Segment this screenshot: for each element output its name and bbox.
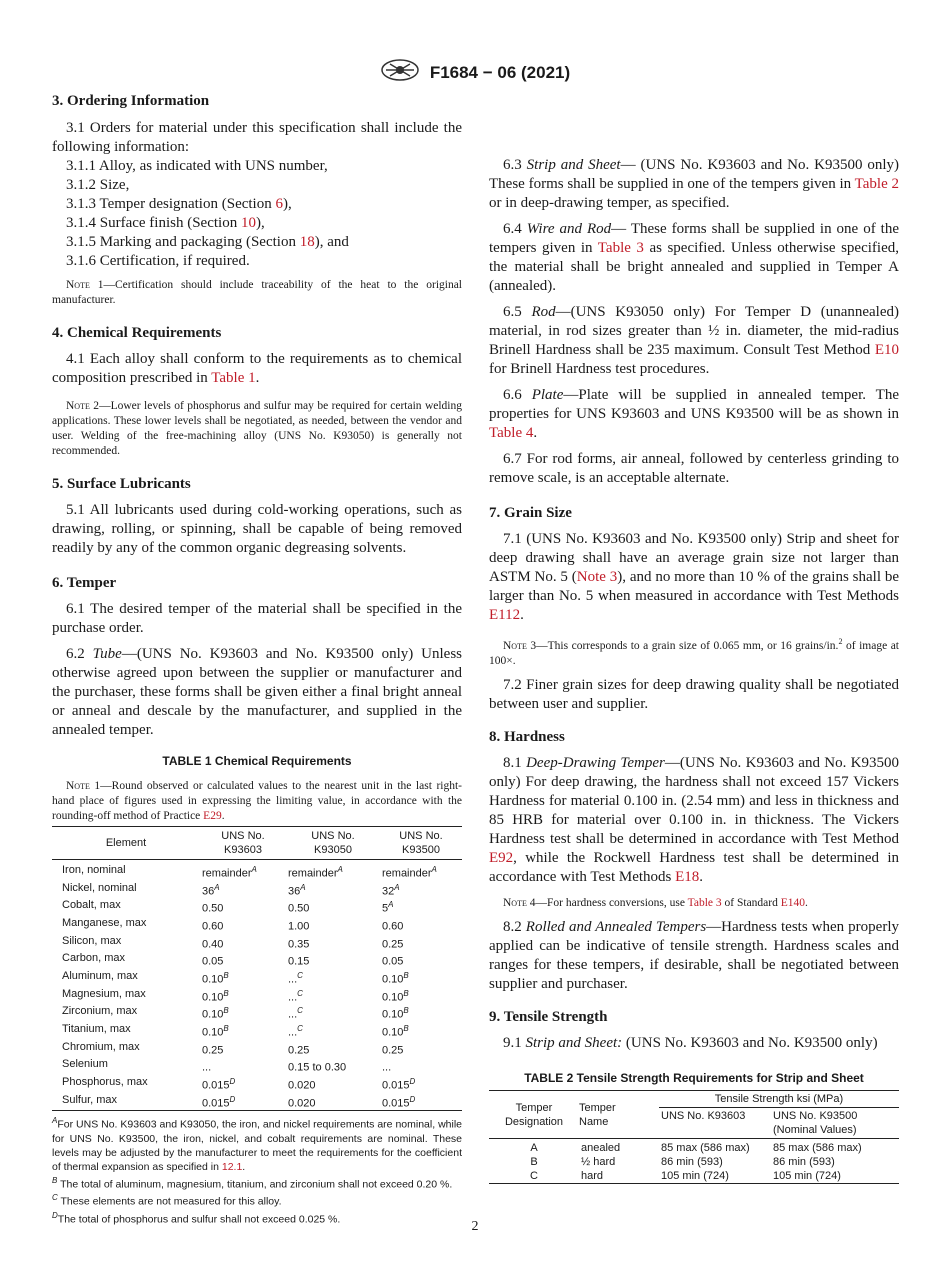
t1-cell: 0.60 (202, 920, 224, 933)
t1-cell: remainder$^A$ (382, 865, 437, 880)
t2-cell: 105 min (724) (661, 1170, 729, 1182)
table1-footnote: $^C$ These elements are not measured for this alloy. (52, 1193, 282, 1208)
t2-group-header: Tensile Strength ksi (MPa) (659, 1091, 899, 1108)
table-row (52, 1093, 462, 1111)
table-row (52, 934, 462, 952)
t2-cell: 85 max (586 max) (661, 1142, 750, 1154)
page-number: 2 (471, 1219, 479, 1234)
table-row (52, 881, 462, 899)
t2-cell: anealed (581, 1142, 621, 1154)
table-row (52, 951, 462, 969)
t1-col-header: UNS No. K93050 (311, 830, 355, 856)
table-row (52, 1057, 462, 1075)
t1-cell: 0.15 to 0.30 (288, 1061, 347, 1074)
t1-element: Nickel, nominal (62, 881, 137, 894)
t2-col-header: UNS No. K93500 (Nominal Values) (773, 1110, 858, 1136)
s8-p1: 8.1 Deep-Drawing Temper—(UNS No. K93603 and No. K93500 only) For deep drawing, the hardness shall not exceed 157 Vickers Hardness for material 0.100 in. (2.54 mm) and less in thickness and 85 HRB for material over 0.100 in. in thickness. The Vickers Hardness test shall be determined in accordance with Test Method E92, while the Rockwell Hardness test shall be determined in accordance with Test Methods E18. (489, 754, 900, 885)
t2-cell: B (530, 1156, 538, 1168)
t1-cell: $36^A$ (288, 882, 306, 898)
page-header (0, 58, 950, 87)
t1-cell: ...$^C$ (288, 988, 303, 1004)
t2-cell: 105 min (724) (773, 1170, 841, 1182)
t1-cell: $0.10^B$ (382, 1023, 409, 1039)
t2-cell: A (530, 1142, 538, 1154)
t1-element: Iron, nominal (62, 864, 126, 876)
t1-cell: 0.50 (202, 902, 224, 915)
t1-cell: 0.25 (382, 938, 404, 951)
t2-cell: 86 min (593) (773, 1156, 835, 1168)
s4-p1: 4.1 Each alloy shall conform to the requirements as to chemical composition prescribed in Table 1. (52, 351, 462, 386)
table2-caption: TABLE 2 Tensile Strength Requirements for Strip and Sheet (524, 1071, 864, 1085)
s7-heading: 7. Grain Size (489, 505, 572, 521)
t2-cell: 86 min (593) (661, 1156, 723, 1168)
s3-item: 3.1.1 Alloy, as indicated with UNS number, (66, 158, 328, 174)
t1-cell: $0.015^D$ (202, 1094, 236, 1110)
t1-cell: 0.05 (202, 955, 224, 968)
right-column (489, 92, 900, 1182)
t1-cell: 0.25 (382, 1044, 404, 1057)
t1-cell: $0.015^D$ (202, 1076, 236, 1092)
t1-cell: 0.25 (288, 1044, 310, 1057)
t2-cell: ½ hard (581, 1156, 616, 1168)
s3-p1: 3.1 Orders for material under this specification shall include the following information: (52, 120, 462, 155)
t2-cell: C (530, 1170, 538, 1182)
t1-element: Magnesium, max (62, 987, 146, 1000)
s3-item: 3.1.2 Size, (66, 177, 130, 193)
t1-cell: 0.15 (288, 955, 310, 968)
s3-item: 3.1.6 Certification, if required. (66, 253, 250, 269)
table-row (489, 1169, 899, 1184)
s5-p1: 5.1 All lubricants used during cold-working operations, such as drawing, rolling, or spinning, shall be capable of being removed readily by any of the common organic degreasing solvents. (52, 502, 462, 556)
astm-logo-icon (380, 58, 420, 87)
table-row (52, 898, 462, 916)
s6-p2: 6.2 Tube—(UNS No. K93603 and No. K93500 only) Unless otherwise agreed upon between the supplier or manufacturer and the purchaser, these forms shall be given either a final bright anneal or anneal and descale by the manufacturer, and supplied in the annealed temper. (52, 646, 462, 738)
t1-element: Phosphorus, max (62, 1075, 148, 1088)
t1-cell: 0.020 (288, 1079, 316, 1092)
table-link[interactable]: Table 2 (854, 176, 899, 192)
t1-element: Manganese, max (62, 916, 147, 929)
t1-cell: ...$^C$ (288, 1023, 303, 1039)
table1-footnote: $^D$The total of phosphorus and sulfur shall not exceed 0.025 %. (52, 1210, 341, 1226)
s3-item: 3.1.4 Surface finish (Section 10), (66, 215, 265, 231)
t1-element: Chromium, max (62, 1040, 140, 1053)
test-method-link[interactable]: E10 (874, 342, 899, 358)
s3-note: Note 1—Certification should include traceability of the heat to the original manufacturer. (52, 279, 463, 306)
t1-cell: $0.10^B$ (202, 1006, 229, 1021)
s9-heading: 9. Tensile Strength (489, 1008, 608, 1025)
s6-p6: 6.6 Plate—Plate will be supplied in annealed temper. The properties for UNS K93603 and UNS K93500 will be as shown in Table 4. (489, 387, 899, 441)
designation: F1684 − 06 (2021) (429, 62, 571, 82)
practice-link[interactable]: E29 (203, 810, 222, 822)
table1-note: Note 1—Round observed or calculated values to the nearest unit in the last right-hand place of figures used in expressing the limiting value, in accordance with the rounding-off method of Practice E29. (52, 780, 463, 822)
table2 (489, 1071, 899, 1184)
s3-heading: 3. Ordering Information (52, 93, 210, 109)
t1-cell: $0.015^D$ (382, 1076, 416, 1092)
table-row (489, 1155, 899, 1169)
t1-cell: $0.10^B$ (382, 988, 409, 1004)
test-method-link[interactable]: E18 (675, 868, 700, 885)
table-row (52, 1022, 462, 1040)
t1-cell: ...$^C$ (288, 1006, 303, 1021)
table-row (52, 987, 462, 1005)
table-row (52, 1075, 462, 1093)
section-link[interactable]: 12.1 (221, 1160, 243, 1173)
s6-p2-continuation (489, 92, 899, 149)
s6-heading: 6. Temper (52, 575, 117, 591)
s9-p1: 9.1 Strip and Sheet: (UNS No. K93603 and No. K93500 only) (503, 1034, 878, 1051)
t1-element: Carbon, max (62, 952, 125, 965)
table-row (52, 1040, 462, 1058)
t1-element: Zirconium, max (62, 1005, 138, 1018)
s8-heading: 8. Hardness (489, 728, 565, 745)
t2-col-header: UNS No. K93603 (661, 1110, 746, 1122)
t1-cell: 0.50 (288, 902, 310, 915)
table-link[interactable]: Table 3 (597, 240, 644, 256)
t2-col-header: Temper Designation (489, 1091, 579, 1139)
t1-cell: $32^A$ (382, 882, 400, 898)
t1-cell: $5^A$ (382, 900, 394, 915)
s7-p2: 7.2 Finer grain sizes for deep drawing quality shall be negotiated between user and supplier. (489, 676, 899, 712)
t2-cell: hard (581, 1170, 604, 1182)
t1-cell: 0.40 (202, 938, 224, 951)
table1-footnote: $^B$ The total of aluminum, magnesium, titanium, and zirconium shall not exceed 0.20 %. (52, 1175, 453, 1191)
s6-p3: 6.3 Strip and Sheet— (UNS No. K93603 and No. K93500 only) These forms shall be supplied in one of the tempers given in Table 2 or in deep-drawing temper, as specified. (489, 157, 900, 211)
table-link[interactable]: Table 3 (687, 896, 722, 909)
table1-footnote: $^A$For UNS No. K93603 and K93050, the iron, and nickel requirements are nominal, while for UNS No. K93500, the iron, nickel, and cobalt requirements are nominal. These levels may be adjusted by the manufacturer to meet the requirements for the coefficient of thermal expansion as specified in 12.1. (52, 1116, 462, 1173)
table1-caption: TABLE 1 Chemical Requirements (162, 754, 352, 768)
t1-element: Titanium, max (62, 1022, 131, 1035)
t1-cell: 0.60 (382, 920, 404, 933)
standard-link[interactable]: E140 (780, 896, 806, 909)
s6-p5: 6.5 Rod—(UNS K93050 only) For Temper D (unannealed) material, in rod sizes greater than ½ in. diameter, the mid-radius Brinell Hardness shall be 235 maximum. Consult Test Method E10 for Brinell Hardness test procedures. (489, 304, 899, 377)
test-method-link[interactable]: E92 (489, 849, 514, 866)
t1-cell: 0.35 (288, 938, 310, 951)
t1-cell: remainder$^A$ (202, 865, 257, 880)
t1-cell: ... (202, 1061, 212, 1074)
section-link[interactable]: 10 (240, 215, 256, 231)
t1-cell: $36^A$ (202, 882, 220, 898)
section-link[interactable]: 6 (275, 196, 283, 212)
s6-p7: 6.7 For rod forms, air anneal, followed by centerless grinding to remove scale, is an acceptable alternate. (489, 451, 899, 486)
table1 (52, 754, 462, 1226)
t1-cell: 0.020 (288, 1097, 316, 1110)
t1-element: Aluminum, max (62, 969, 138, 982)
table-row (52, 1004, 462, 1022)
table-link[interactable]: Table 4 (489, 425, 534, 441)
s3-item: 3.1.3 Temper designation (Section 6), (66, 196, 292, 212)
t1-col-header: UNS No. K93500 (399, 830, 443, 856)
t1-cell: 1.00 (288, 920, 310, 933)
s7-note: Note 3—This corresponds to a grain size of 0.065 mm, or 16 grains/in.$^2$ of image at 100×. (489, 637, 899, 667)
t1-cell: $0.10^B$ (382, 970, 409, 986)
table-row (489, 1139, 899, 1156)
table1-footnotes (52, 1114, 462, 1226)
t1-cell: ... (382, 1061, 392, 1074)
t1-cell: $0.10^B$ (202, 988, 229, 1004)
table-row (52, 860, 462, 881)
t1-cell: $0.10^B$ (382, 1006, 409, 1021)
t2-cell: 85 max (586 max) (773, 1142, 862, 1154)
t1-element: Sulfur, max (62, 1093, 118, 1106)
s3-item: 3.1.5 Marking and packaging (Section 18), and (66, 234, 349, 250)
section-link[interactable]: 18 (299, 234, 315, 250)
t1-col-header: UNS No. K93603 (221, 830, 265, 856)
t1-element: Selenium (62, 1058, 108, 1071)
table-row (52, 916, 462, 934)
t1-cell: remainder$^A$ (288, 865, 343, 880)
t1-cell: 0.25 (202, 1044, 224, 1057)
s8-note: Note 4—For hardness conversions, use Table 3 of Standard E140. (503, 896, 808, 909)
t1-cell: $0.015^D$ (382, 1094, 416, 1110)
s6-p1: 6.1 The desired temper of the material shall be specified in the purchase order. (52, 601, 462, 636)
s4-note: Note 2—Lower levels of phosphorus and sulfur may be required for certain welding applications. These lower levels shall be negotiated, as needed, between the vendor and user. Welding of the free-machining alloy (UNS No. K93050) is generally not recommended. (52, 400, 463, 457)
left-column (52, 92, 463, 1226)
s7-p1: 7.1 (UNS No. K93603 and No. K93500 only) Strip and sheet for deep drawing shall have an average grain size not larger than ASTM No. 5 (Note 3), and no more than 10 % of the grains shall be larger than No. 5 when measured in accordance with Test Methods E112. (489, 531, 899, 623)
t1-cell: $0.10^B$ (202, 1023, 229, 1039)
t1-element: Silicon, max (62, 934, 122, 947)
table-link[interactable]: Table 1 (211, 370, 256, 386)
t1-cell: 0.05 (382, 955, 404, 968)
test-method-link[interactable]: E112 (489, 607, 521, 623)
t1-cell: $0.10^B$ (202, 970, 229, 986)
t1-col-header: Element (105, 837, 147, 849)
note-link[interactable]: Note 3 (576, 569, 618, 585)
t1-element: Cobalt, max (62, 899, 121, 912)
table-row (52, 969, 462, 987)
s5-heading: 5. Surface Lubricants (52, 476, 191, 492)
s4-heading: 4. Chemical Requirements (52, 325, 222, 341)
t1-cell: ...$^C$ (288, 970, 303, 986)
s8-p2: 8.2 Rolled and Annealed Tempers—Hardness tests when properly applied can be indicative of tensile strength. Hardness scales and ranges for these tempers, if desirable, shall be negotiated between supplier and purchaser. (489, 918, 900, 992)
s6-p4: 6.4 Wire and Rod— These forms shall be supplied in one of the tempers given in Table 3 as specified. Unless otherwise specified, the material shall be bright annealed and supplied in Temper A (annealed). (489, 221, 899, 294)
t2-col-header: Temper Name (579, 1091, 659, 1139)
